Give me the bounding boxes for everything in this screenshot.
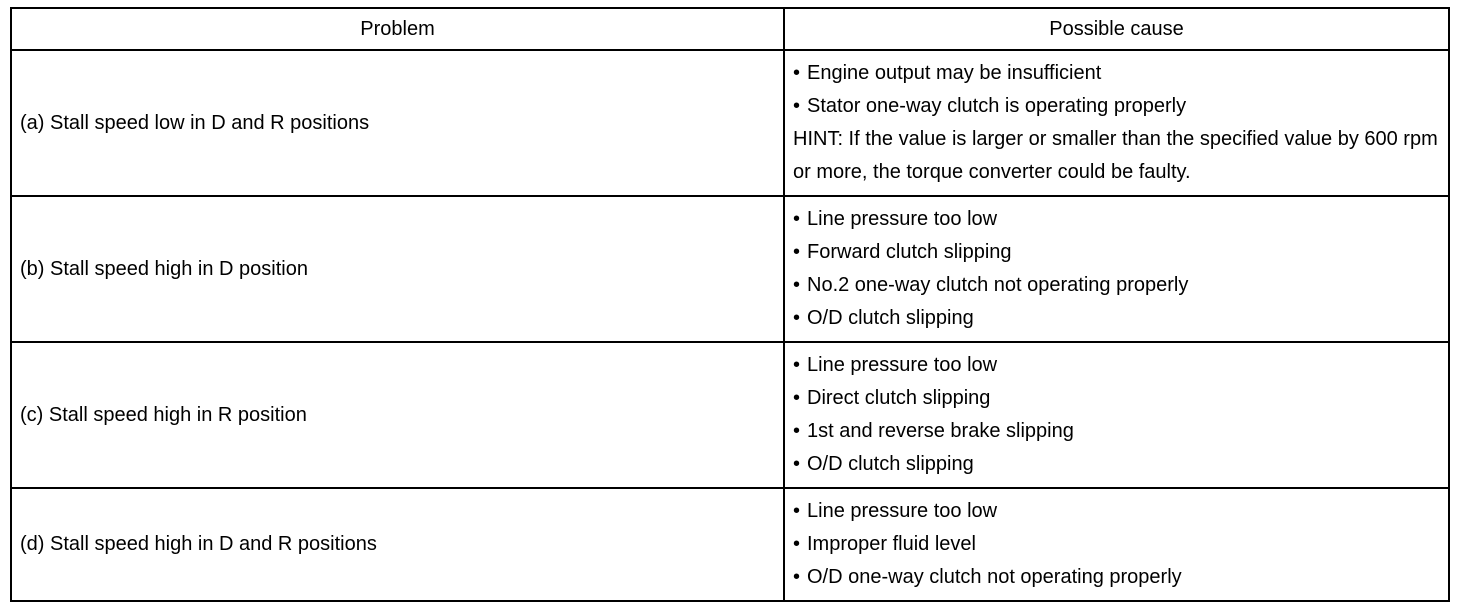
table-row	[11, 196, 1449, 342]
cause-text: O/D clutch slipping	[807, 307, 974, 329]
cause-text: Engine output may be insufficient	[807, 62, 1102, 84]
problem-cell: (b) Stall speed high in D position	[11, 196, 784, 342]
cause-text: Line pressure too low	[807, 354, 998, 376]
cause-text: Stator one-way clutch is operating properly	[807, 95, 1187, 117]
cause-item	[793, 203, 1440, 236]
cause-text: O/D clutch slipping	[807, 453, 974, 475]
cause-text: Direct clutch slipping	[807, 387, 991, 409]
cause-text: 1st and reverse brake slipping	[807, 420, 1074, 442]
problem-column-header: Problem	[11, 8, 784, 50]
bullet-icon: •	[793, 208, 801, 230]
cause-text: Improper fluid level	[807, 533, 976, 555]
bullet-icon: •	[793, 307, 801, 329]
bullet-icon: •	[793, 500, 801, 522]
cause-item	[793, 495, 1440, 528]
cause-item	[793, 302, 1440, 335]
bullet-icon: •	[793, 387, 801, 409]
cause-item	[793, 561, 1440, 594]
cause-text: O/D one-way clutch not operating properly	[807, 566, 1182, 588]
cause-item	[793, 349, 1440, 382]
cause-text: Forward clutch slipping	[807, 241, 1012, 263]
problem-cell: (c) Stall speed high in R position	[11, 342, 784, 488]
problem-cell: (d) Stall speed high in D and R positions	[11, 488, 784, 601]
bullet-icon: •	[793, 274, 801, 296]
cause-cell	[784, 488, 1449, 601]
hint-note: HINT: If the value is larger or smaller than the specified value by 600 rpm or more, the torque converter could be faulty.	[793, 128, 1438, 183]
cause-cell	[784, 50, 1449, 196]
table-header-row	[11, 8, 1449, 50]
table-row	[11, 342, 1449, 488]
problem-cell: (a) Stall speed low in D and R positions	[11, 50, 784, 196]
table-row	[11, 488, 1449, 601]
bullet-icon: •	[793, 241, 801, 263]
bullet-icon: •	[793, 420, 801, 442]
stall-test-table-container	[10, 7, 1450, 602]
cause-text: Line pressure too low	[807, 208, 998, 230]
cause-item	[793, 57, 1440, 90]
bullet-icon: •	[793, 566, 801, 588]
stall-test-table	[10, 7, 1450, 602]
bullet-icon: •	[793, 354, 801, 376]
cause-item	[793, 236, 1440, 269]
bullet-icon: •	[793, 95, 801, 117]
cause-item	[793, 269, 1440, 302]
cause-item	[793, 415, 1440, 448]
cause-item	[793, 448, 1440, 481]
cause-text: Line pressure too low	[807, 500, 998, 522]
bullet-icon: •	[793, 62, 801, 84]
table-row	[11, 50, 1449, 196]
cause-item	[793, 382, 1440, 415]
bullet-icon: •	[793, 453, 801, 475]
cause-text: No.2 one-way clutch not operating properly	[807, 274, 1189, 296]
cause-cell	[784, 342, 1449, 488]
possible-cause-column-header: Possible cause	[784, 8, 1449, 50]
cause-item	[793, 528, 1440, 561]
cause-item	[793, 90, 1440, 123]
bullet-icon: •	[793, 533, 801, 555]
cause-cell	[784, 196, 1449, 342]
